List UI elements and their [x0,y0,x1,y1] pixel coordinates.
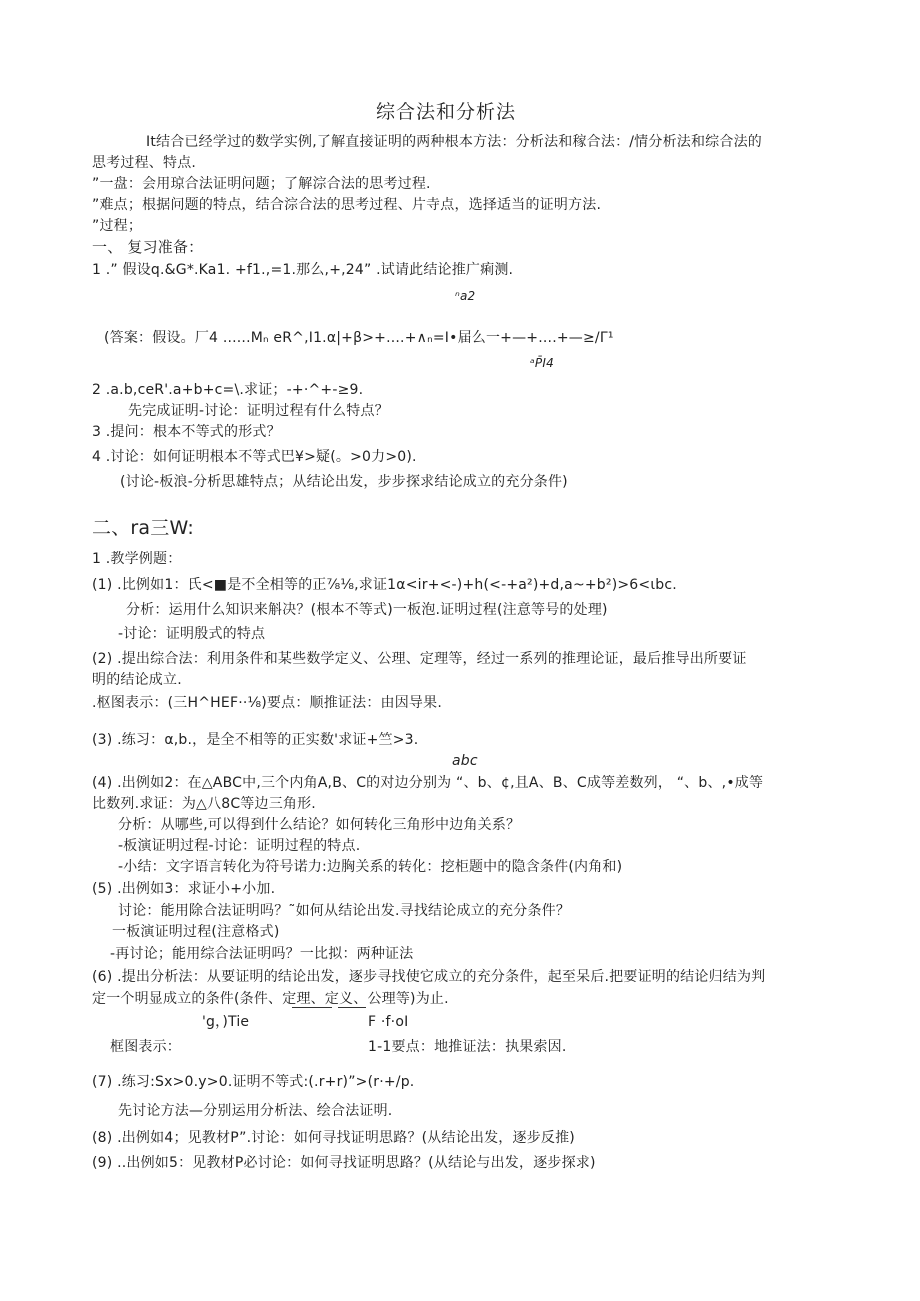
intro-line-2: 思考过程、特点. [92,155,197,171]
exercise-7: (7) .练习:Sx>0.y>0.证明不等式:(.r+r)”>(r·+/p. [92,1074,415,1090]
underline-mark [292,1007,332,1008]
synthesis-method-line-2: 明的结论成立. [92,672,182,688]
example-2-summary: -小结：文字语言转化为符号诺力:边胸关系的转化：挖柜题中的隐含条件(内角和) [118,859,623,875]
diagram-label: 框图表示： [110,1039,181,1055]
answer-line: (答案：假设。厂4 ......Mₙ eR^,I1.α|+β>+....+∧ₙ=I•届么一+—+....+—≥/Γ¹ [104,330,614,346]
focus-line: ”一盘：会用琼合法证明问题；了解淙合法的思考过程. [92,176,431,192]
review-item-1: 1 .” 假设q.&G*.Ka1. +f1.,=1.那么,+,24” .试请此结论推广痢测. [92,262,514,278]
review-item-4: 4 .讨论：如何证明根本不等式巴¥>疑(。>0力>0). [92,449,417,465]
example-1-analysis: 分析：运用什么知识来斛决？(根本不等式)一板泡.证明过程(注意等号的处理) [126,602,608,618]
example-1-discussion: -讨论：证明殷式的特点 [118,626,266,642]
analysis-method-line-1: (6) .提出分析法：从要证明的结论出发，逐步寻找使它成立的充分条件，起至呆后.把要证明的结论归结为判 [92,969,766,985]
example-2-line-1: (4) .出例如2：在△ABC中,三个内角A,B、C的对边分别为 “、b、¢,且A、B、C成等差数列， “、b、,•成等 [92,775,764,791]
section-2-heading: 二、ra三W: [92,517,194,539]
synthesis-diagram-line: .枢图表示：(三H^HEF··⅛)要点：顺推证法：由因导果. [92,695,442,711]
exercise-3: (3) .练习：α,b.，是全不相等的正实数'求证+竺>3. [92,732,419,748]
diagram-left-text: 'g，)Tie [202,1014,250,1030]
process-line: ”过程； [92,218,143,234]
answer-fraction: ᵃP̄I4 [530,356,554,370]
example-3: (5) .出例如3：求证小+小加. [92,881,276,897]
example-2-analysis: 分析：从哪些,可以得到什么结论？如何转化三角形中边角关系？ [118,817,521,833]
section-1-heading: 一、 复习准备： [92,238,204,256]
example-5: (9) ..出例如5：见教材P必讨论：如何寻找证明思路？(从结论与出发，逐步探求) [92,1155,596,1171]
diagram-mid-text: F ·f·oI [368,1014,409,1030]
example-3-rediscussion: -再讨论；能用综合法证明吗？一比拟：两种证法 [110,946,414,962]
review-item-2-sub: 先完成证明-讨论：证明过程有什么特点？ [128,403,389,419]
review-item-3: 3 .提问：根本不等式的形式？ [92,424,281,440]
exercise-3-denominator: abc [452,753,478,769]
item-1-fraction: ⁿa2 [455,289,476,303]
example-2-line-2: 比数列.求证：为△八8C等边三角形. [92,796,316,812]
example-1: (1) .比例如1：氏<■是不全相等的正⅞⅛,求证1α<ir+<-)+h(<-+a²)+d,a~+b²)>6<ιbc. [92,577,677,593]
analysis-method-line-2: 定一个明显成立的条件(条件、定理、定义、公理等)为止. [92,991,449,1007]
intro-line-1: It结合已经学过的数学实例,了解直接证明的两种根本方法：分析法和稼合法：/情分析法和综合法的 [146,134,762,150]
review-item-2: 2 .a.b,ceR'.a+b+c=\.求证；-+·^+-≥9. [92,382,364,398]
teaching-examples-heading: 1 .教学例题： [92,551,182,567]
review-item-4-sub: (讨论-板浪-分析思雄特点；从结论出发，步步探求结论成立的充分条件) [120,474,568,490]
exercise-7-method: 先讨论方法—分别运用分析法、绘合法证明. [118,1103,393,1119]
underline-mark [338,1007,366,1008]
example-4: (8) .出例如4；见教材P”.讨论：如何寻找证明思路？(从结论出发，逐步反推) [92,1130,575,1146]
diagram-key-point: 1-1要点：地推证法：执果索因. [368,1039,567,1055]
example-3-board: 一板演证明过程(注意格式) [112,924,280,940]
document-title: 综合法和分析法 [376,101,517,123]
difficulty-line: ”难点；根据问题的特点，结合淙合法的思考过程、片寺点，选择适当的证明方法. [92,197,602,213]
example-2-board: -板演证明过程-讨论：证明过程的特点. [118,838,361,854]
example-3-discussion: 讨论：能用除合法证明吗？˜如何从结论出发.寻找结论成立的充分条件？ [118,903,571,919]
synthesis-method-line-1: (2) .提出综合法：利用条件和某些数学定义、公理、定理等，经过一系列的推理论证，最后推导出所要证 [92,651,747,667]
